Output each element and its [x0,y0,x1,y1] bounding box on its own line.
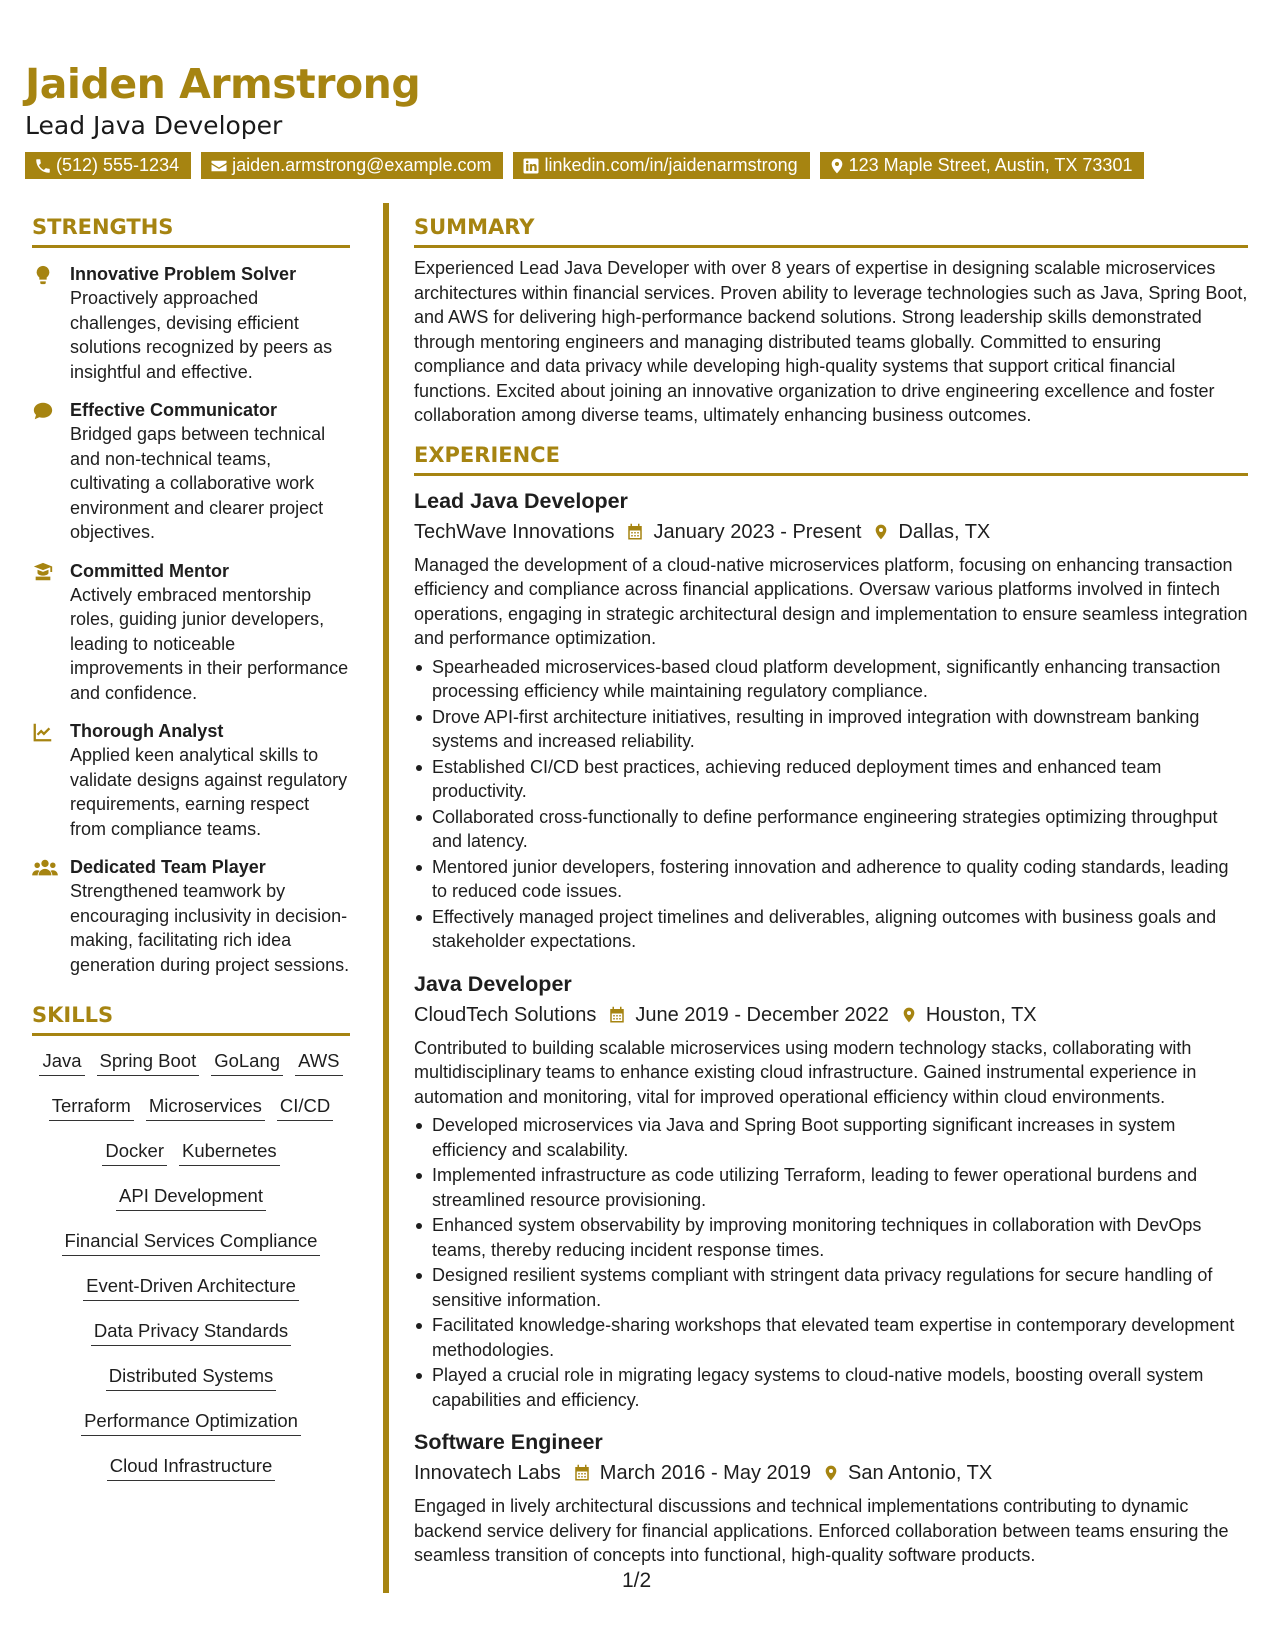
contact-linkedin-text: linkedin.com/in/jaidenarmstrong [544,155,798,175]
job-meta [414,1000,1248,1030]
job-meta [414,517,1248,547]
skill-tag: API Development [116,1185,266,1211]
map-pin-icon [873,522,889,542]
job-bullet: Collaborated cross-functionally to define performance engineering strategies optimizing throughput and latency. [414,805,1248,854]
job-bullet: Established CI/CD best practices, achieving reduced deployment times and enhanced team productivity. [414,755,1248,804]
strength-title: Effective Communicator [70,400,278,420]
calendar-icon [626,522,644,542]
page-number: 1/2 [622,1569,652,1592]
skills-row [32,1185,350,1230]
job-bullet: Drove API-first architecture initiatives, resulting in improved integration with downstream banking systems and increased reliability. [414,705,1248,754]
skills-row [32,1455,350,1500]
skills-row [32,1365,350,1410]
job-description: Contributed to building scalable microservices using modern technology stacks, collaborating with multidisciplinary teams to enhance existing cloud infrastructure. Gained instrumental experience in automation and monitoring, vital for improved operational efficiency within cloud environments. [414,1037,1197,1107]
job-entry [414,487,1248,954]
skill-tag: Java [39,1050,84,1076]
job-bullets [414,655,1248,954]
skills-list [32,1050,350,1500]
strength-item [32,559,350,706]
job-company: Innovatech Labs [414,1462,561,1484]
skills-row [32,1320,350,1365]
strength-desc: Strengthened teamwork by encouraging inclusivity in decision-making, facilitating rich idea generation during project sessions. [70,881,350,975]
job-meta [414,1458,1248,1488]
job-location: Houston, TX [925,1003,1037,1026]
line-chart-icon [32,721,54,743]
skills-heading: SKILLS [32,1003,350,1036]
summary-text: Experienced Lead Java Developer with over 8 years of expertise in designing scalable microservices architectures within financial services. Proven ability to leverage technologies such as Java, Spring Boot, and AWS for delivering high-performance backend solutions. Strong leadership skills demonstrated through mentoring engineers and managing distributed teams globally. Committed to ensuring compliance and data privacy while developing high-quality systems that support critical financial functions. Excited about joining an innovative organization to drive engineering excellence and foster collaboration among diverse teams, ultimately enhancing business outcomes. [414,258,1248,425]
job-title: Java Developer [414,971,572,996]
skill-tag: Performance Optimization [81,1410,301,1436]
strength-title: Innovative Problem Solver [70,264,297,284]
skill-tag: Distributed Systems [106,1365,277,1391]
calendar-icon [608,1005,626,1025]
map-pin-icon [823,1463,839,1483]
job-bullet: Developed microservices via Java and Spring Boot supporting significant increases in system efficiency and scalability. [414,1113,1248,1162]
contact-phone[interactable] [25,152,191,179]
strength-item [32,262,350,384]
contact-phone-text: (512) 555-1234 [56,155,180,175]
users-icon [32,857,58,879]
speech-bubble-icon [32,400,54,422]
candidate-role: Lead Java Developer [25,111,283,140]
strength-item [32,719,350,841]
skill-tag: GoLang [211,1050,283,1076]
contact-linkedin[interactable] [513,152,809,179]
job-location: San Antonio, TX [848,1462,993,1484]
skill-tag: Cloud Infrastructure [107,1455,275,1481]
job-entry [414,970,1248,1413]
skill-tag: Microservices [146,1095,265,1121]
strength-title: Dedicated Team Player [70,857,266,877]
job-bullet: Facilitated knowledge-sharing workshops that elevated team expertise in contemporary development methodologies. [414,1313,1248,1362]
strength-desc: Actively embraced mentorship roles, guiding junior developers, leading to noticeable improvements in their performance and confidence. [70,584,349,703]
skill-tag: Spring Boot [97,1050,200,1076]
skill-tag: CI/CD [277,1095,333,1121]
skill-tag: AWS [295,1050,342,1076]
job-bullet: Spearheaded microservices-based cloud platform development, significantly enhancing transaction processing efficiency while maintaining regulatory compliance. [414,655,1248,704]
skills-row [32,1230,350,1275]
job-bullet: Mentored junior developers, fostering innovation and adherence to quality coding standards, leading to reduced code issues. [414,855,1248,904]
job-description: Managed the development of a cloud-native microservices platform, focusing on enhancing transaction efficiency and compliance across financial applications. Oversaw various platforms involved in fintech operations, engaging in strategic architectural design and implementation to ensure seamless integration and performance optimization. [414,554,1248,648]
linkedin-icon [522,157,540,175]
job-bullet: Enhanced system observability by improving monitoring techniques in collaboration with DevOps teams, thereby reducing incident response times. [414,1213,1248,1262]
job-description: Engaged in lively architectural discussions and technical implementations contributing to dynamic backend service delivery for financial applications. Enforced collaboration between teams ensuring the seamless transition of concepts into functional, high-quality software products. [414,1496,1229,1565]
skills-row [32,1140,350,1185]
envelope-icon [210,157,228,175]
map-pin-icon [901,1005,917,1025]
contact-bar [25,152,1154,179]
job-bullet: Designed resilient systems compliant with stringent data privacy regulations for secure handling of sensitive information. [414,1263,1248,1312]
skills-row [32,1050,350,1095]
job-bullet: Played a crucial role in migrating legacy systems to cloud-native models, boosting overall system capabilities and efficiency. [414,1363,1248,1412]
strength-title: Committed Mentor [70,560,229,581]
strength-desc: Bridged gaps between technical and non-technical teams, cultivating a collaborative work environment and clearer project objectives. [70,424,326,542]
skills-row [32,1275,350,1320]
strength-desc: Proactively approached challenges, devising efficient solutions recognized by peers as insightful and effective. [70,288,333,382]
strength-title: Thorough Analyst [70,721,224,741]
skill-tag: Terraform [49,1095,134,1121]
skill-tag: Docker [102,1140,167,1166]
left-column [32,215,350,1500]
phone-icon [34,157,52,175]
strength-item [32,855,350,977]
job-dates: June 2019 - December 2022 [635,1003,889,1026]
job-company: TechWave Innovations [414,520,615,543]
contact-address [820,152,1145,179]
job-entry [414,1428,1248,1568]
job-dates: January 2023 - Present [653,520,862,543]
contact-email-text: jaiden.armstrong@example.com [232,155,492,175]
job-title: Lead Java Developer [414,488,628,513]
mentor-icon [32,561,54,583]
job-company: CloudTech Solutions [414,1003,597,1026]
job-dates: March 2016 - May 2019 [599,1462,812,1484]
right-column [414,215,1248,1568]
skill-tag: Data Privacy Standards [91,1320,291,1346]
skills-row [32,1410,350,1455]
contact-address-text: 123 Maple Street, Austin, TX 73301 [848,155,1133,175]
map-pin-icon [829,157,845,175]
job-location: Dallas, TX [898,520,991,543]
calendar-icon [573,1463,591,1483]
strength-item [32,398,350,545]
experience-heading: EXPERIENCE [414,443,1248,476]
skill-tag: Kubernetes [179,1140,280,1166]
lightbulb-icon [32,264,54,286]
strengths-heading: STRENGTHS [32,215,350,248]
strengths-list [32,262,350,977]
skill-tag: Event-Driven Architecture [83,1275,299,1301]
strength-desc: Applied keen analytical skills to validate designs against regulatory requirements, earning respect from compliance teams. [70,745,348,839]
job-bullets [414,1113,1248,1412]
candidate-name: Jaiden Armstrong [25,60,421,108]
job-bullet: Implemented infrastructure as code utilizing Terraform, leading to fewer operational burdens and streamlined resource provisioning. [414,1163,1248,1212]
job-bullet: Effectively managed project timelines and deliverables, aligning outcomes with business goals and stakeholder expectations. [414,905,1248,954]
summary-heading: SUMMARY [414,215,1248,248]
skill-tag: Financial Services Compliance [62,1230,321,1256]
contact-email[interactable] [201,152,503,179]
column-divider [383,203,389,1593]
skills-row [32,1095,350,1140]
job-title: Software Engineer [414,1430,603,1454]
